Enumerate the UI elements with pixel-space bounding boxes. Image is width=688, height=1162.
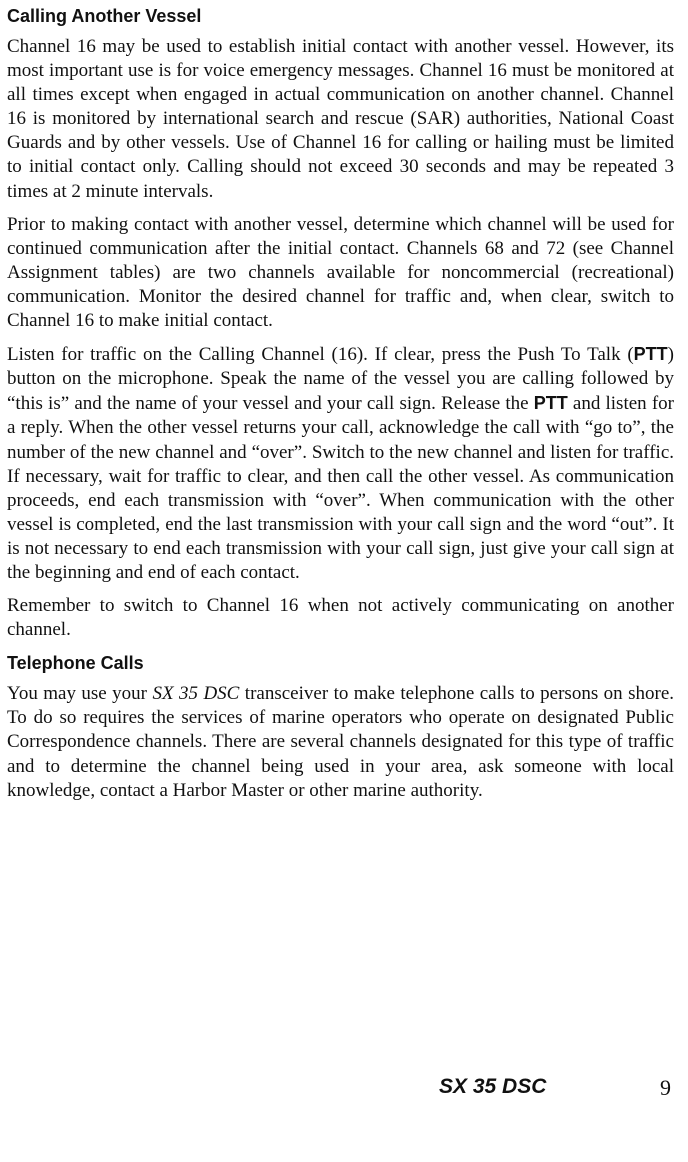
page-number: 9 — [660, 1075, 671, 1100]
ptt-term: PTT — [633, 344, 668, 365]
paragraph-calling-procedure — [7, 342, 674, 585]
paragraph-prior-to-contact: Prior to making contact with another vessel, determine which channel will be used for continued communication after the initial contact. Channels 68 and 72 (see Channel Assignment tables) are two channels available for noncommercial (recreational) communication. Monitor the desired channel for traffic and, when clear, switch to Channel 16 to make initial contact. — [7, 213, 674, 332]
paragraph-telephone-calls — [7, 682, 674, 802]
text-segment: and listen for a reply. When the other vessel returns your call, acknowledge the call with “go to”, the number of the new channel and “over”. Switch to the new channel and listen for traffic. If necessary, wait for traffic to clear, and then call the other vessel. As communication proceeds, end each transmission with “over”. When communication with the other vessel is completed, end the last transmission with your call sign and the word “out”. It is not necessary to end each transmission with your call sign, just give your call sign at the beginning and end of each contact. — [7, 393, 674, 583]
text-segment: transceiver to make telephone calls to persons on shore. To do so requires the services of marine operators who operate on designated Public Correspondence channels. There are several channels designated for this type of traffic and to determine the channel being used in your area, ask someone with local knowledge, contact a Harbor Master or other marine authority. — [7, 683, 675, 801]
page-footer — [0, 1075, 688, 1103]
text-segment: You may use your — [7, 683, 153, 705]
paragraph-channel-16-usage: Channel 16 may be used to establish initial contact with another vessel. However, its most important use is for voice emergency messages. Channel 16 must be monitored at all times except when engaged in actual communication on another channel. Channel 16 is monitored by international search and rescue (SAR) authorities, National Coast Guards and by other vessels. Use of Channel 16 for calling or hailing must be limited to initial contact only. Calling should not exceed 30 seconds and may be repeated 3 times at 2 minute intervals. — [7, 36, 674, 202]
product-name-italic: SX 35 DSC — [152, 683, 240, 705]
footer-product-name: SX 35 DSC — [439, 1075, 547, 1098]
paragraph-remember-channel-16: Remember to switch to Channel 16 when not actively communicating on another channel. — [7, 595, 674, 641]
manual-page — [7, 4, 674, 803]
text-segment: ) button on the microphone. Speak the name of the vessel you are calling followed by “this is” and the name of your vessel and your call sign. Release the — [7, 344, 674, 415]
section-heading-calling-another-vessel: Calling Another Vessel — [7, 6, 202, 26]
text-segment: Listen for traffic on the Calling Channel (16). If clear, press the Push To Talk ( — [7, 344, 634, 366]
section-heading-telephone-calls: Telephone Calls — [7, 653, 144, 674]
ptt-term: PTT — [533, 393, 568, 414]
